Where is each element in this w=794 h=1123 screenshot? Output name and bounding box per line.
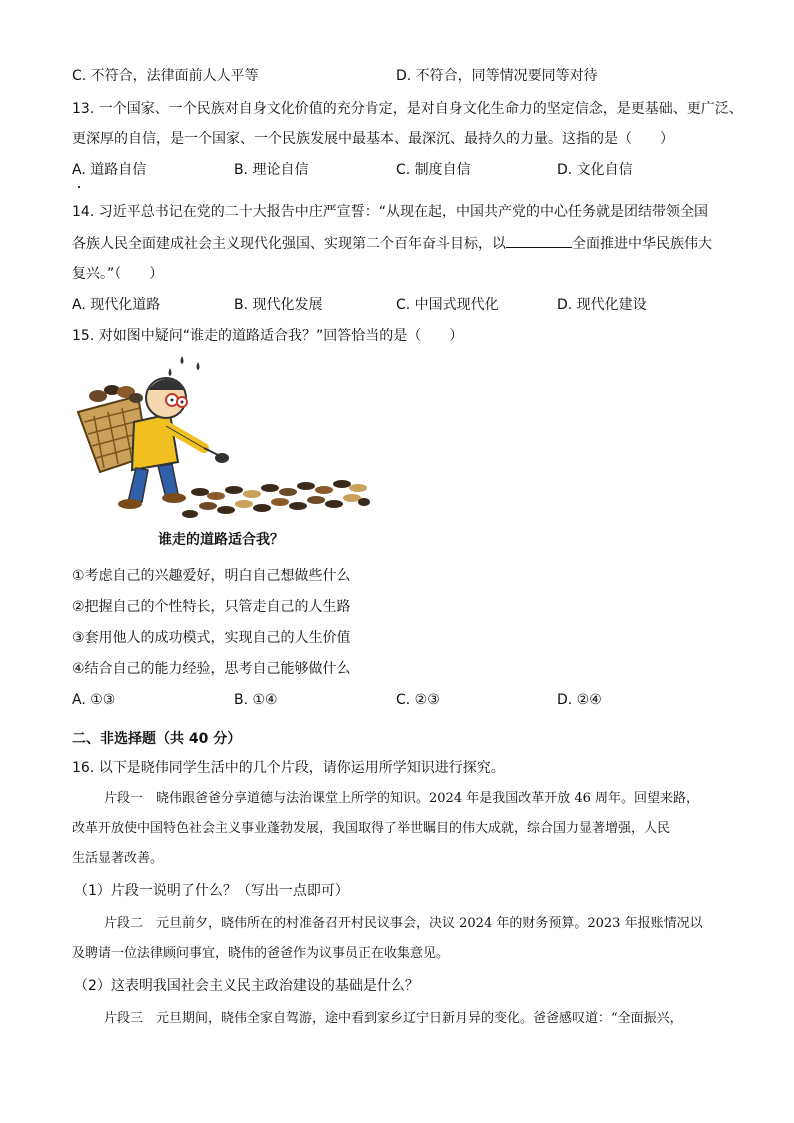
figure-caption: 谁走的道路适合我？ [158,532,284,548]
q14-option-d: D. 现代化建设 [557,297,647,313]
q15-option-c: C. ②③ [396,692,440,708]
q13-option-b: B. 理论自信 [234,162,309,178]
segment-3-line-1: 片段三 元旦期间，晓伟全家自驾游，途中看到家乡辽宁日新月异的变化。爸爸感叹道：“全面振兴， [104,1011,683,1026]
q14-option-a: A. 现代化道路 [72,297,161,313]
segment-1-line-2: 改革开放使中国特色社会主义事业蓬勃发展，我国取得了举世瞩目的伟大成就，综合国力显著增强，人民 [72,821,671,836]
segment-2-line-2: 及聘请一位法律顾问事宜，晓伟的爸爸作为议事员正在收集意见。 [72,946,450,961]
q14-option-b: B. 现代化发展 [234,297,323,313]
q13-option-c: C. 制度自信 [396,162,471,178]
question-13-line-2: 更深厚的自信，是一个国家、一个民族发展中最基本、最深沉、最持久的力量。这指的是（ ） [72,131,674,147]
sub-question-1: （1）片段一说明了什么？（写出一点即可） [74,883,349,899]
q15-statement-4: ④结合自己的能力经验，思考自己能够做什么 [72,661,351,677]
q15-statement-1: ①考虑自己的兴趣爱好，明白自己想做些什么 [72,568,351,584]
question-13-line-1: 13. 一个国家、一个民族对自身文化价值的充分肯定，是对自身文化生命力的坚定信念，是更基础、更广泛、 [72,101,743,117]
q14-option-c: C. 中国式现代化 [396,297,499,313]
q13-option-d: D. 文化自信 [557,162,633,178]
sub-question-2: （2）这表明我国社会主义民主政治建设的基础是什么？ [74,978,419,994]
q14-text-before-blank: 各族人民全面建成社会主义现代化强国、实现第二个百年奋斗目标，以 [72,236,506,252]
cartoon-man-with-basket-icon [74,352,370,522]
question-15-stem: 15. 对如图中疑问“谁走的道路适合我？”回答恰当的是（ ） [72,328,464,344]
segment-1-line-1: 片段一 晓伟跟爸爸分享道德与法治课堂上所学的知识。2024 年是我国改革开放 46 周年。回望来路， [104,791,700,806]
question-14-line-1: 14. 习近平总书记在党的二十大报告中庄严宣誓：“从现在起，中国共产党的中心任务就是团结带领全国 [72,204,708,220]
stray-dot [78,186,80,188]
q14-text-after-blank: 全面推进中华民族伟大 [572,236,712,252]
segment-1-line-3: 生活显著改善。 [72,851,164,866]
q15-option-a: A. ①③ [72,692,116,708]
question-14-line-2 [72,233,712,254]
q15-option-d: D. ②④ [557,692,602,708]
q13-option-a: A. 道路自信 [72,162,147,178]
option-c: C. 不符合，法律面前人人平等 [72,68,259,84]
q15-statement-2: ②把握自己的个性特长，只管走自己的人生路 [72,599,351,615]
section-title: 二、非选择题（共 40 分） [72,731,242,747]
segment-2-line-1: 片段二 元旦前夕，晓伟所在的村准备召开村民议事会，决议 2024 年的财务预算。2023 年报账情况以 [104,916,703,931]
question-14-line-3: 复兴。”（ ） [72,266,164,282]
option-d: D. 不符合，同等情况要同等对待 [396,68,598,84]
q15-statement-3: ③套用他人的成功模式，实现自己的人生价值 [72,630,351,646]
cartoon-illustration [74,352,370,552]
fill-blank [506,233,572,248]
question-16-stem: 16. 以下是晓伟同学生活中的几个片段，请你运用所学知识进行探究。 [72,760,505,776]
q15-option-b: B. ①④ [234,692,278,708]
